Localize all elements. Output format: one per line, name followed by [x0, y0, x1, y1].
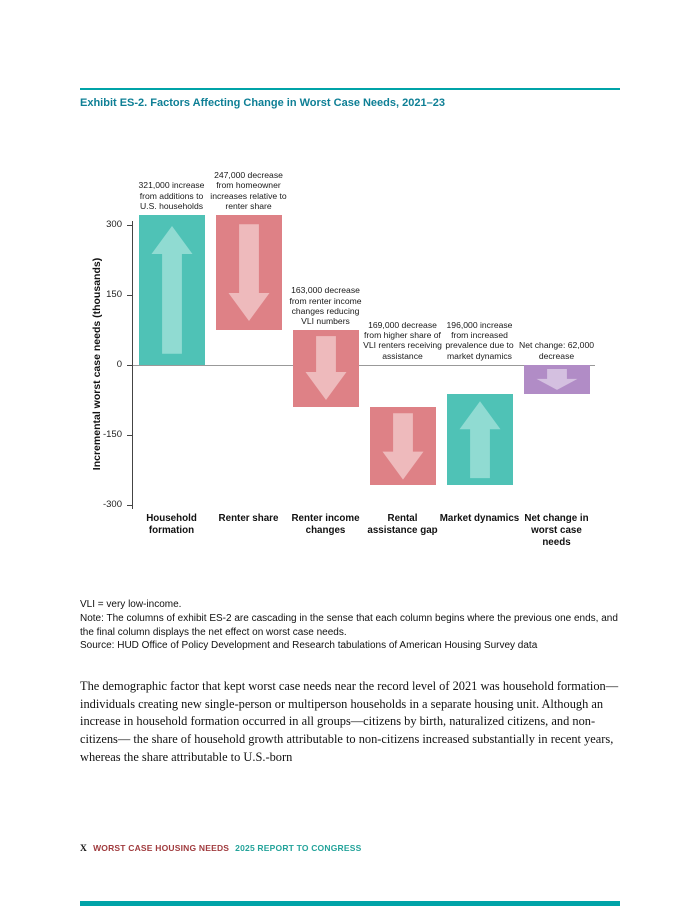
y-tick-mark — [127, 225, 133, 226]
x-axis-label: Market dynamics — [439, 513, 520, 524]
bar-annotation: 169,000 decrease from higher share of VLI renters receiving assistance — [363, 319, 442, 361]
note-source: Source: HUD Office of Policy Development and Research tabulations of American Housing Survey data — [80, 640, 538, 652]
page-number: X — [80, 844, 88, 854]
y-tick-label: 0 — [116, 359, 122, 370]
x-axis-label: Rental assistance gap — [367, 513, 438, 537]
arrow-down-icon — [293, 330, 359, 406]
bar-annotation: Net change: 62,000 decrease — [518, 340, 594, 361]
footer-report-title: WORST CASE HOUSING NEEDS — [93, 843, 230, 853]
top-rule — [80, 88, 620, 90]
arrow-down-icon — [216, 215, 282, 330]
arrow-up-icon — [447, 394, 513, 485]
waterfall-bar — [216, 215, 282, 330]
x-axis-label: Renter share — [218, 513, 279, 524]
y-tick-mark — [127, 505, 133, 506]
waterfall-bar — [447, 394, 513, 485]
bar-annotation: 196,000 increase from increased prevalence due to market dynamics — [445, 319, 514, 361]
note-cascading: Note: The columns of exhibit ES-2 are cascading in the sense that each column begins where the previous one ends, and the final column displays the net effect on worst case needs. — [80, 612, 618, 638]
footer-report-subtitle: 2025 REPORT TO CONGRESS — [235, 843, 362, 853]
y-tick-mark — [127, 365, 133, 366]
y-tick-label: -300 — [102, 499, 122, 510]
waterfall-bar — [524, 365, 590, 394]
note-vli: VLI = very low-income. — [80, 599, 182, 610]
y-tick-label: 300 — [106, 219, 122, 230]
y-tick-label: 150 — [106, 289, 122, 300]
bar-annotation: 321,000 increase from additions to U.S. households — [138, 180, 205, 211]
arrow-down-icon — [524, 365, 590, 394]
body-paragraph: The demographic factor that kept worst case needs near the record level of 2021 was household formation—individuals creating new single-person or multiperson households in a separate housing unit. Although an increase in household formation occurred in all groups—citizens by birth, naturalized citizens, and non-citizens— the share of household growth attributable to non-citizens increased substantially in recent years, whereas the share attributable to U.S.-born — [80, 679, 619, 764]
exhibit-title: Exhibit ES-2. Factors Affecting Change in Worst Case Needs, 2021–23 — [80, 97, 445, 109]
x-axis-label: Net change in worst case needs — [524, 513, 589, 549]
waterfall-bar — [139, 215, 205, 365]
arrow-down-icon — [370, 407, 436, 486]
arrow-up-icon — [139, 215, 205, 365]
waterfall-bar — [293, 330, 359, 406]
bottom-rule — [80, 901, 620, 906]
y-tick-label: -150 — [102, 429, 122, 440]
y-axis-label: Incremental worst case needs (thousands) — [91, 257, 103, 471]
y-tick-mark — [127, 435, 133, 436]
bar-annotation: 163,000 decrease from renter income changes reducing VLI numbers — [289, 285, 362, 327]
chart-notes — [80, 598, 622, 653]
x-axis-label: Renter income changes — [291, 513, 360, 537]
x-axis-label: Household formation — [146, 513, 197, 537]
y-tick-mark — [127, 295, 133, 296]
page-footer — [80, 843, 361, 854]
bar-annotation: 247,000 decrease from homeowner increases relative to renter share — [210, 169, 287, 211]
waterfall-chart — [85, 135, 605, 565]
waterfall-bar — [370, 407, 436, 486]
